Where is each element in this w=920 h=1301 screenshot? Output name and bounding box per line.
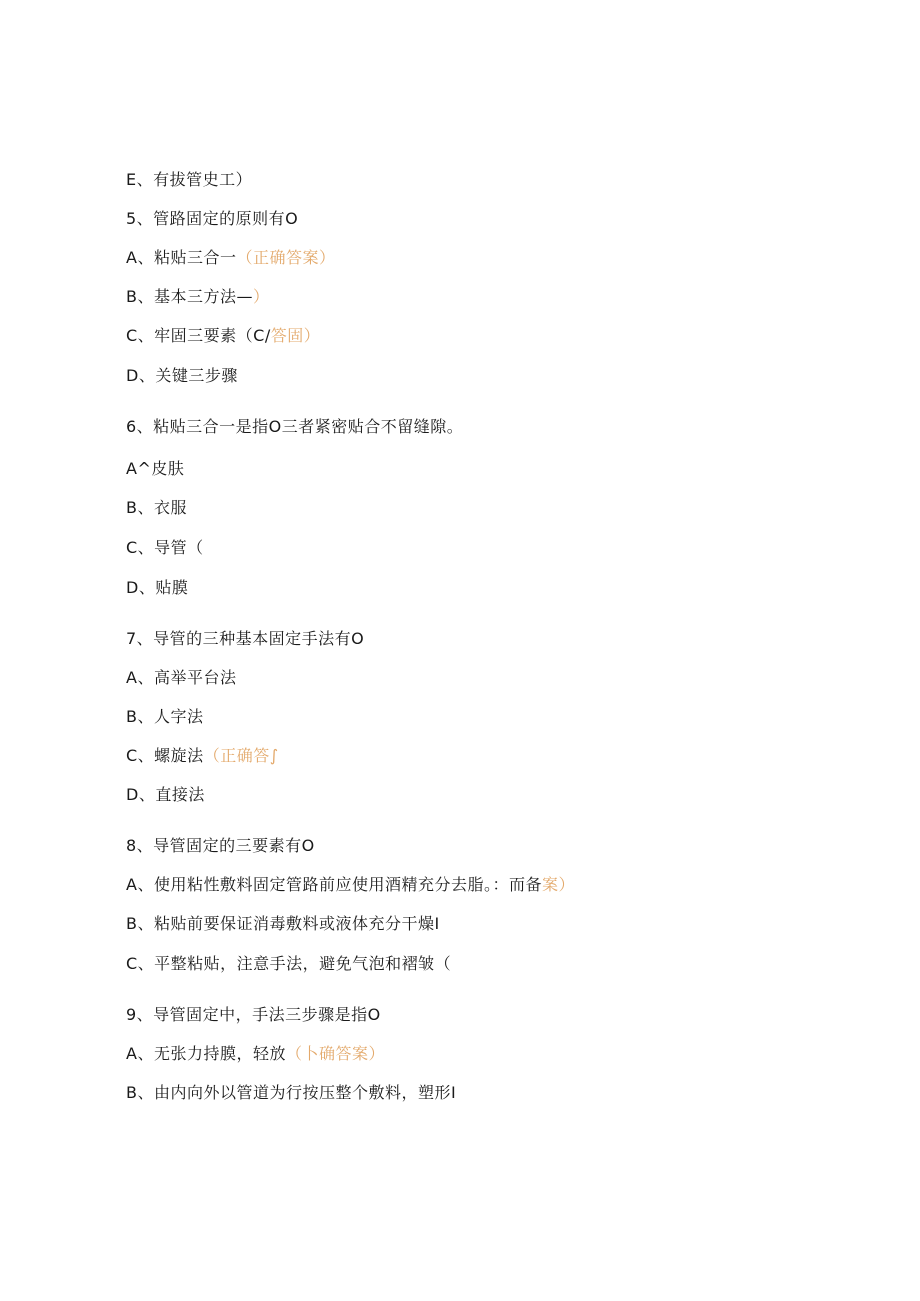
answer-mark: （正确答∫: [203, 746, 279, 765]
option-b-q9: B、由内向外以管道为行按压整个敷料，塑形I: [126, 1083, 457, 1102]
option-b-q5: B、基本三方法—）: [126, 287, 270, 306]
option-b-q8: B、粘贴前要保证消毒敷料或液体充分干燥I: [126, 914, 440, 933]
answer-mark: ）: [252, 287, 270, 306]
option-d-q7: D、直接法: [126, 785, 205, 804]
option-c-q5: C、牢固三要素（C/答固）: [126, 326, 321, 345]
question-6: 6、粘贴三合一是指O三者紧密贴合不留缝隙。: [126, 417, 464, 436]
question-9: 9、导管固定中，手法三步骤是指O: [126, 1005, 381, 1024]
option-c-q8: C、平整粘贴，注意手法，避免气泡和褶皱（: [126, 954, 452, 973]
option-a-q5: A、粘贴三合一（正确答案）: [126, 248, 336, 267]
option-a-q8: A、使用粘性敷料固定管路前应使用酒精充分去脂。：而备案）: [126, 875, 575, 894]
option-e-q4: E、有拔管史工）: [126, 170, 253, 189]
answer-mark: 答固）: [270, 326, 321, 345]
option-b-q6: B、衣服: [126, 498, 187, 517]
question-7: 7、导管的三种基本固定手法有O: [126, 629, 365, 648]
question-8: 8、导管固定的三要素有O: [126, 836, 315, 855]
option-c-q7: C、螺旋法（正确答∫: [126, 746, 279, 765]
option-a-q9: A、无张力持膜，轻放（卜确答案）: [126, 1044, 385, 1063]
answer-mark: 案）: [541, 875, 575, 894]
question-5: 5、管路固定的原则有O: [126, 209, 299, 228]
option-a-q6: A^皮肤: [126, 459, 185, 478]
answer-mark: （正确答案）: [236, 248, 336, 267]
option-d-q5: D、关键三步骤: [126, 366, 238, 385]
option-c-q6: C、导管（: [126, 538, 204, 557]
answer-mark: （卜确答案）: [285, 1044, 385, 1063]
option-a-q7: A、高举平台法: [126, 668, 237, 687]
option-d-q6: D、贴膜: [126, 578, 189, 597]
option-b-q7: B、人字法: [126, 707, 204, 726]
